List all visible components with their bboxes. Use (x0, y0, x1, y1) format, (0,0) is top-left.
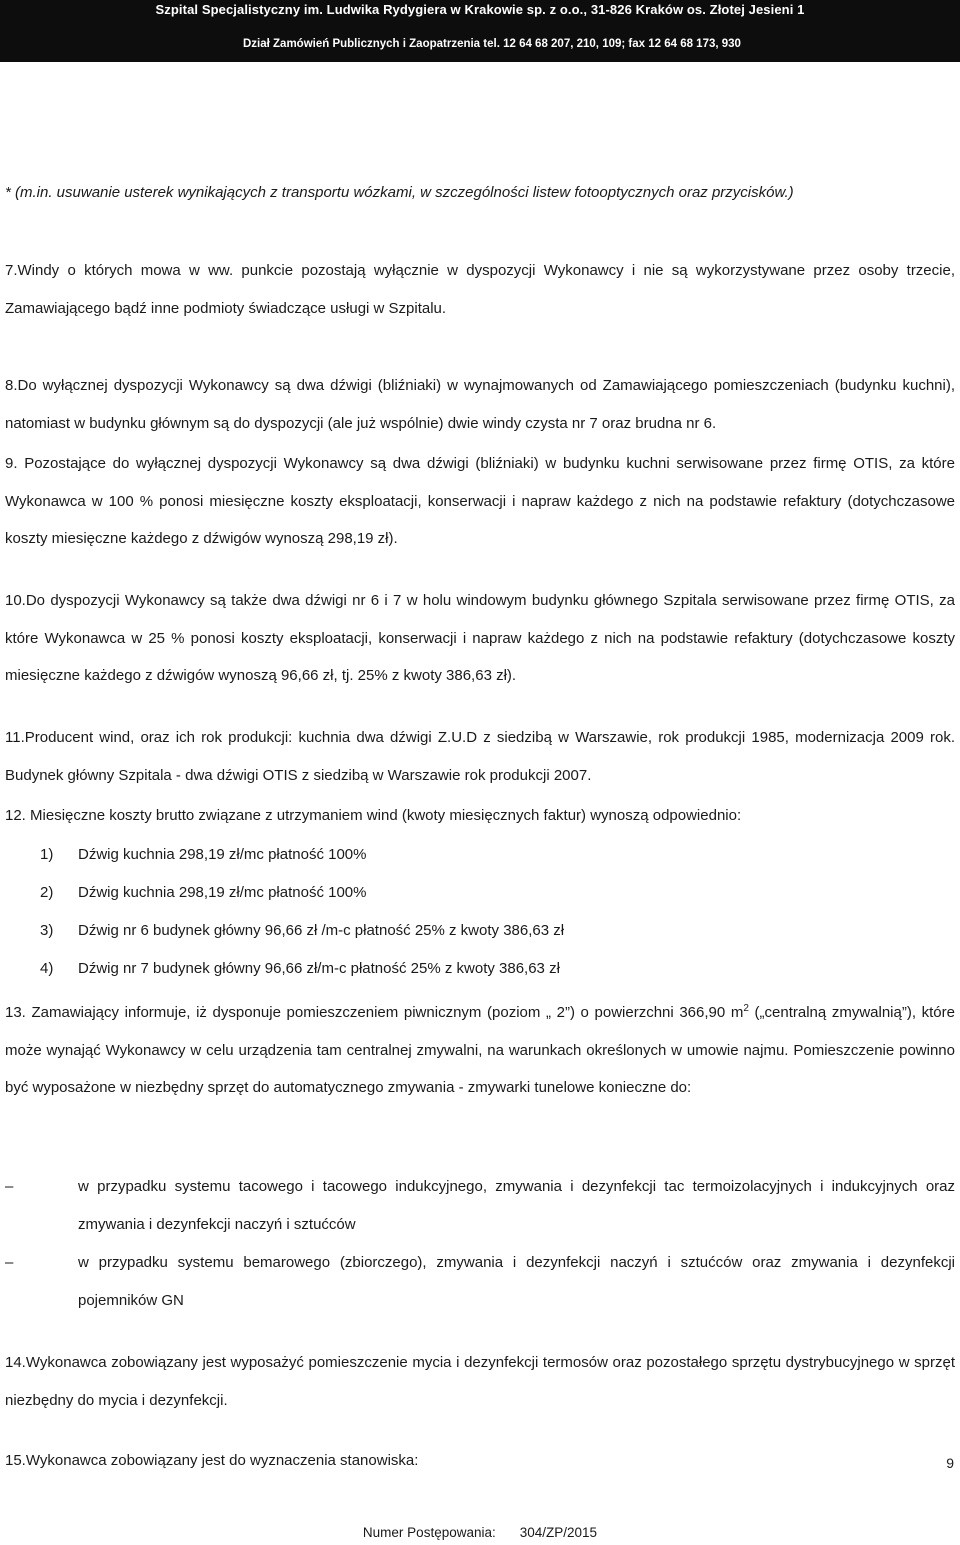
paragraph-7: 7.Windy o których mowa w ww. punkcie pozostają wyłącznie w dyspozycji Wykonawcy i nie są wykorzystywane przez osoby trzecie, Zamawiającego bądź inne podmioty świadczące usługi w Szpitalu. (5, 262, 955, 317)
paragraph-11: 11.Producent wind, oraz ich rok produkcji: kuchnia dwa dźwigi Z.U.D z siedzibą w Warszawie, rok produkcji 1985, modernizacja 2009 rok. Budynek główny Szpitala - dwa dźwigi OTIS z siedzibą w Warszawie rok produkcji 2007. (5, 729, 955, 784)
paragraph-12: 12. Miesięczne koszty brutto związane z utrzymaniem wind (kwoty miesięcznych faktur) wynoszą odpowiednio: (5, 807, 742, 824)
bullet-item-bemar-system: w przypadku systemu bemarowego (zbiorczego), zmywania i dezynfekcji naczyń i sztućców oraz zmywania i dezynfekcji pojemników GN (78, 1254, 955, 1309)
paragraph-13 (5, 990, 955, 1107)
note-asterisk: * (m.in. usuwanie usterek wynikających z transportu wózkami, w szczególności listew fotooptycznych oraz przycisków.) (5, 184, 794, 201)
paragraph-9: 9. Pozostające do wyłącznej dyspozycji Wykonawcy są dwa dźwigi (bliźniaki) w budynku kuchni serwisowane przez firmę OTIS, za które Wykonawca w 100 % ponosi miesięczne koszty eksploatacji, konserwacji i napraw każdego z nich na podstawie refaktury (dotychczasowe koszty miesięczne każdego z dźwigów wynoszą 298,19 zł). (5, 455, 955, 547)
paragraph-14: 14.Wykonawca zobowiązany jest wyposażyć pomieszczenie mycia i dezynfekcji termosów oraz pozostałego sprzętu dystrybucyjnego w sprzęt niezbędny do mycia i dezynfekcji. (5, 1354, 955, 1409)
bullet-item-tray-system: w przypadku systemu tacowego i tacowego indukcyjnego, zmywania i dezynfekcji tac termoizolacyjnych i indukcyjnych oraz zmywania i dezynfekcji naczyń i sztućców (78, 1178, 955, 1233)
header-address: Szpital Specjalistyczny im. Ludwika Rydygiera w Krakowie sp. z o.o., 31-826 Kraków os. Złotej Jesieni 1 (155, 2, 805, 17)
paragraph-13-text-a: 13. Zamawiający informuje, iż dysponuje pomieszczeniem piwnicznym (poziom „ 2”) o powierzchni 366,90 m (5, 1004, 744, 1021)
list-item-number: 4) (40, 960, 54, 977)
list-item-text: Dźwig nr 6 budynek główny 96,66 zł /m-c płatność 25% z kwoty 386,63 zł (78, 922, 565, 939)
footer-label: Numer Postępowania: (362, 1525, 496, 1540)
list-item-number: 3) (40, 922, 54, 939)
dash-bullet: – (5, 1178, 14, 1195)
dash-bullet: – (5, 1254, 14, 1271)
list-item-text: Dźwig kuchnia 298,19 zł/mc płatność 100% (78, 884, 367, 901)
footer (0, 1525, 960, 1540)
document-header (0, 0, 960, 62)
list-item-text: Dźwig kuchnia 298,19 zł/mc płatność 100% (78, 846, 367, 863)
page-number: 9 (946, 1455, 954, 1471)
footer-case-number: 304/ZP/2015 (519, 1525, 598, 1540)
paragraph-13-text-b: („centralną zmywalnią”), które może wynająć Wykonawcy w celu urządzenia tam centralnej zmywalni, na warunkach określonych w umowie najmu. Pomieszczenie powinno być wyposażone w niezbędny sprzęt do automatycznego zmywania - zmywarki tunelowe konieczne do: (5, 1004, 955, 1096)
list-item-number: 2) (40, 884, 54, 901)
superscript: 2 (743, 1003, 749, 1014)
paragraph-8: 8.Do wyłącznej dyspozycji Wykonawcy są dwa dźwigi (bliźniaki) w wynajmowanych od Zamawiającego pomieszczeniach (budynku kuchni), natomiast w budynku głównym są do dyspozycji (ale już wspólnie) dwie windy czysta nr 7 oraz brudna nr 6. (5, 377, 955, 432)
list-item-text: Dźwig nr 7 budynek główny 96,66 zł/m-c płatność 25% z kwoty 386,63 zł (78, 960, 560, 977)
paragraph-10: 10.Do dyspozycji Wykonawcy są także dwa dźwigi nr 6 i 7 w holu windowym budynku głównego Szpitala serwisowane przez firmę OTIS, za które Wykonawca w 25 % ponosi koszty eksploatacji, konserwacji i napraw każdego z nich na podstawie refaktury (dotychczasowe koszty miesięczne każdego z dźwigów wynoszą 96,66 zł, tj. 25% z kwoty 386,63 zł). (5, 592, 955, 684)
header-department-contact: Dział Zamówień Publicznych i Zaopatrzenia tel. 12 64 68 207, 210, 109; fax 12 64 68 173, 930 (243, 38, 741, 50)
list-item-number: 1) (40, 846, 54, 863)
paragraph-15: 15.Wykonawca zobowiązany jest do wyznaczenia stanowiska: (5, 1452, 419, 1469)
